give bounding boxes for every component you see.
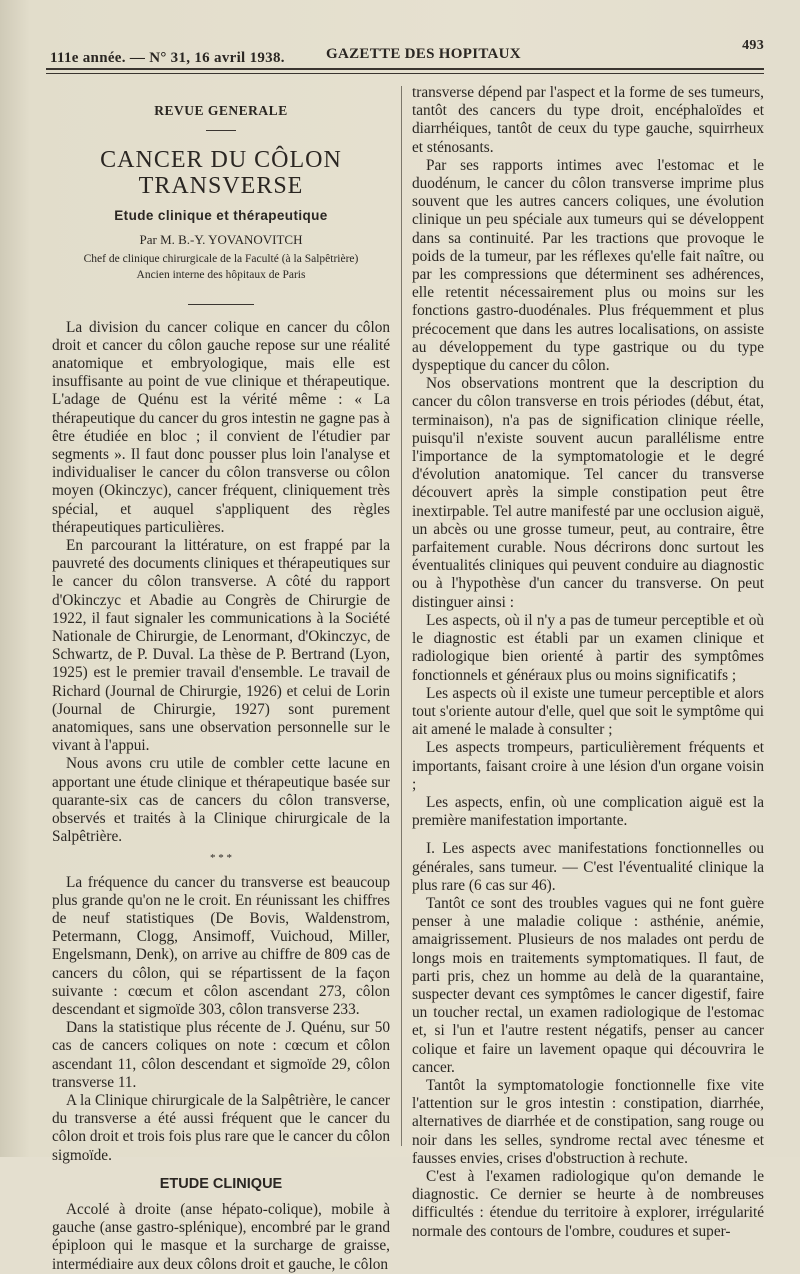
section-heading: ETUDE CLINIQUE [159,1175,283,1192]
spacer [412,830,764,840]
header-rule-thin [46,73,764,74]
article-title: CANCER DU CÔLON TRANSVERSE [100,147,342,200]
page-header [50,38,764,68]
paragraph: Tantôt la symptomatologie fonctionnelle fixe vite l'attention sur le gros intestin : constipation, diarrhée, alternatives de diarrhée et de constipation, sang rouge ou noir dans les selles, syndrome rectal avec ténesme et fausses envies, crises d'obstruction à rechute. [412,1076,764,1167]
author-name: Par M. B.-Y. YOVANOVITCH [139,232,303,248]
issue-info: 111e année. — N° 31, 16 avril 1938. [50,50,285,66]
article-title-block [52,102,390,305]
subsection-paragraph: I. Les aspects avec manifestations fonctionnelles ou générales, sans tumeur. — C'est l'éventualité clinique la plus rare (6 cas sur 46). [412,840,764,894]
rubric-label: REVUE GENERALE [154,103,288,118]
paragraph: transverse dépend par l'aspect et la forme de ses tumeurs, tantôt des cancers du type droit, encéphaloïdes et diarrhéiques, tantôt de ceux du type gauche, squirrheux et sténosants. [412,84,764,156]
paragraph: Nos observations montrent que la description du cancer du côlon transverse en trois périodes (début, état, terminaison), n'a pas de signification clinique réelle, puisqu'il n'existe souvent aucun parallélisme entre l'importance de la symptomatologie et le degré d'évolution anatomique. Tel cancer du transverse découvert après la simple constipation peut être inextirpable. Tel autre manifesté par une occlusion aiguë, un abcès ou une grosse tumeur, peut, au contraire, être parfaitement curable. Nous décrirons donc surtout les éventualités cliniques qui peuvent conduire au diagnostic ou à l'hypothèse d'un cancer du transverse. On peut distinguer ainsi : [412,375,764,611]
column-separator [401,86,402,1146]
right-column [412,84,764,1241]
author-affiliation-2: Ancien interne des hôpitaux de Paris [136,268,306,281]
list-item: Les aspects, enfin, où une complication aiguë est la première manifestation importante. [412,793,764,830]
paragraph: A la Clinique chirurgicale de la Salpêtrière, le cancer du transverse a été aussi fréquent que le cancer du côlon droit et trois fois plus rare que le cancer du côlon sigmoïde. [52,1091,390,1164]
page-number: 493 [742,38,764,53]
list-item: Les aspects, où il n'y a pas de tumeur perceptible et où le diagnostic est établi par un examen clinique et radiologique bien orienté à partir des symptômes fonctionnels et généraux plus ou moins significatifs ; [412,611,764,684]
paragraph: Accolé à droite (anse hépato-colique), mobile à gauche (anse gastro-splénique), encombré par le grand épiploon qui le masque et la surcharge de graisse, intermédiaire aux deux côlons droit et gauche, le côlon [52,1200,390,1273]
paragraph: Tantôt ce sont des troubles vagues qui ne font guère penser à une maladie colique : asthénie, anémie, amaigrissement. Plusieurs de nos malades ont perdu de longs mois en traitements symptomatiques. Il faut, de parti pris, chez un homme au delà de la quarantaine, suspecter devant ces symptômes le cancer digestif, faire un toucher rectal, un examen radiologique de l'estomac et, si l'un et l'autre restent négatifs, penser au cancer colique et faire un lavement opaque qui découvrira le cancer. [412,894,764,1076]
paragraph: Dans la statistique plus récente de J. Quénu, sur 50 cas de cancers coliques on note : cœcum et côlon ascendant 11, côlon descendant et sigmoïde 29, côlon transverse 11. [52,1019,390,1091]
paragraph: En parcourant la littérature, on est frappé par la pauvreté des documents cliniques et thérapeutiques sur le cancer du côlon transverse. A côté du rapport d'Okinczyc et Abadie au Congrès de Chirurgie de 1922, il faut signaler les communications à la Société Nationale de Chirurgie, de Lenormant, d'Okinczyc, de Schwartz, de P. Duval. La thèse de P. Bertrand (Lyon, 1925) est le premier travail d'ensemble. Le travail de Richard (Journal de Chirurgie, 1926) et celui de Lorin (Journal de Chirurgie, 1927) sont purement anatomiques, sans une observation personnelle sur le vivant à l'appui. [52,537,390,755]
left-column [52,84,390,1274]
article-subtitle: Etude clinique et thérapeutique [114,208,328,224]
paragraph: La fréquence du cancer du transverse est beaucoup plus grande qu'on ne le croit. En réunissant les chiffres de neuf statistiques (De Bovis, Waldenstrom, Petermann, Clogg, Ansimoff, Vuichoud, Miller, Engelsmann, Denk), on arrive au chiffre de 809 cas de cancers du côlon, qui se répartissent de la façon suivante : cœcum et côlon ascendant 273, côlon descendant et sigmoïde 303, côlon transverse 233. [52,873,390,1018]
paragraph: Par ses rapports intimes avec l'estomac et le duodénum, le cancer du côlon transverse imprime plus souvent que les autres cancers coliques, une évolution clinique un peu spéciale aux tumeurs qui se développent dans sa continuité. Par les tractions que provoque le poids de la tumeur, par les réflexes qu'elle fait naître, ou par les compressions que déterminent ses adhérences, elle retentit nécessairement plus ou moins sur les fonctions gastro-duodénales. Plus fréquemment et plus précocement que dans les autres localisations, on assiste au développement du type gastrique ou du type dyspeptique du cancer du côlon. [412,156,764,375]
section-stars: * * * [210,851,232,864]
title-rule [206,130,236,131]
paragraph: C'est à l'examen radiologique qu'on demande le diagnostic. Ce dernier se heurte à de nombreuses difficultés : étendue du territoire à explorer, irrégularité normale des contours de l'ombre, coudures et super- [412,1167,764,1240]
list-item: Les aspects où il existe une tumeur perceptible et alors tout s'oriente autour d'elle, quel que soit le symptôme qui ait amené le malade à consulter ; [412,684,764,739]
paragraph: Nous avons cru utile de combler cette lacune en apportant une étude clinique et thérapeutique basée sur quarante-six cas de cancers du côlon transverse, observés et traités à la Clinique chirurgicale de la Salpêtrière. [52,755,390,846]
list-item: Les aspects trompeurs, particulièrement fréquents et importants, faisant croire à une lésion d'un organe voisin ; [412,739,764,793]
author-affiliation: Chef de clinique chirurgicale de la Faculté (à la Salpêtrière) [83,252,359,265]
paragraph: La division du cancer colique en cancer du côlon droit et cancer du côlon gauche repose sur une réalité anatomique et embryologique, mais elle est insuffisante au point de vue clinique et thérapeutique. L'adage de Quénu est la vérité même : « La thérapeutique du cancer du gros intestin ne gagne pas à être étudiée en bloc ; il convient de l'étudier par segments ». Il faut donc pousser plus loin l'analyse et individualiser le cancer du côlon transverse ou côlon moyen (Okinczyc), cancer fréquent, cliniquement très spécial, et auquel s'appliquent des règles thérapeutiques particulières. [52,318,390,536]
separator-rule [188,304,254,305]
journal-title: GAZETTE DES HOPITAUX [326,46,521,62]
header-rule [46,68,764,70]
